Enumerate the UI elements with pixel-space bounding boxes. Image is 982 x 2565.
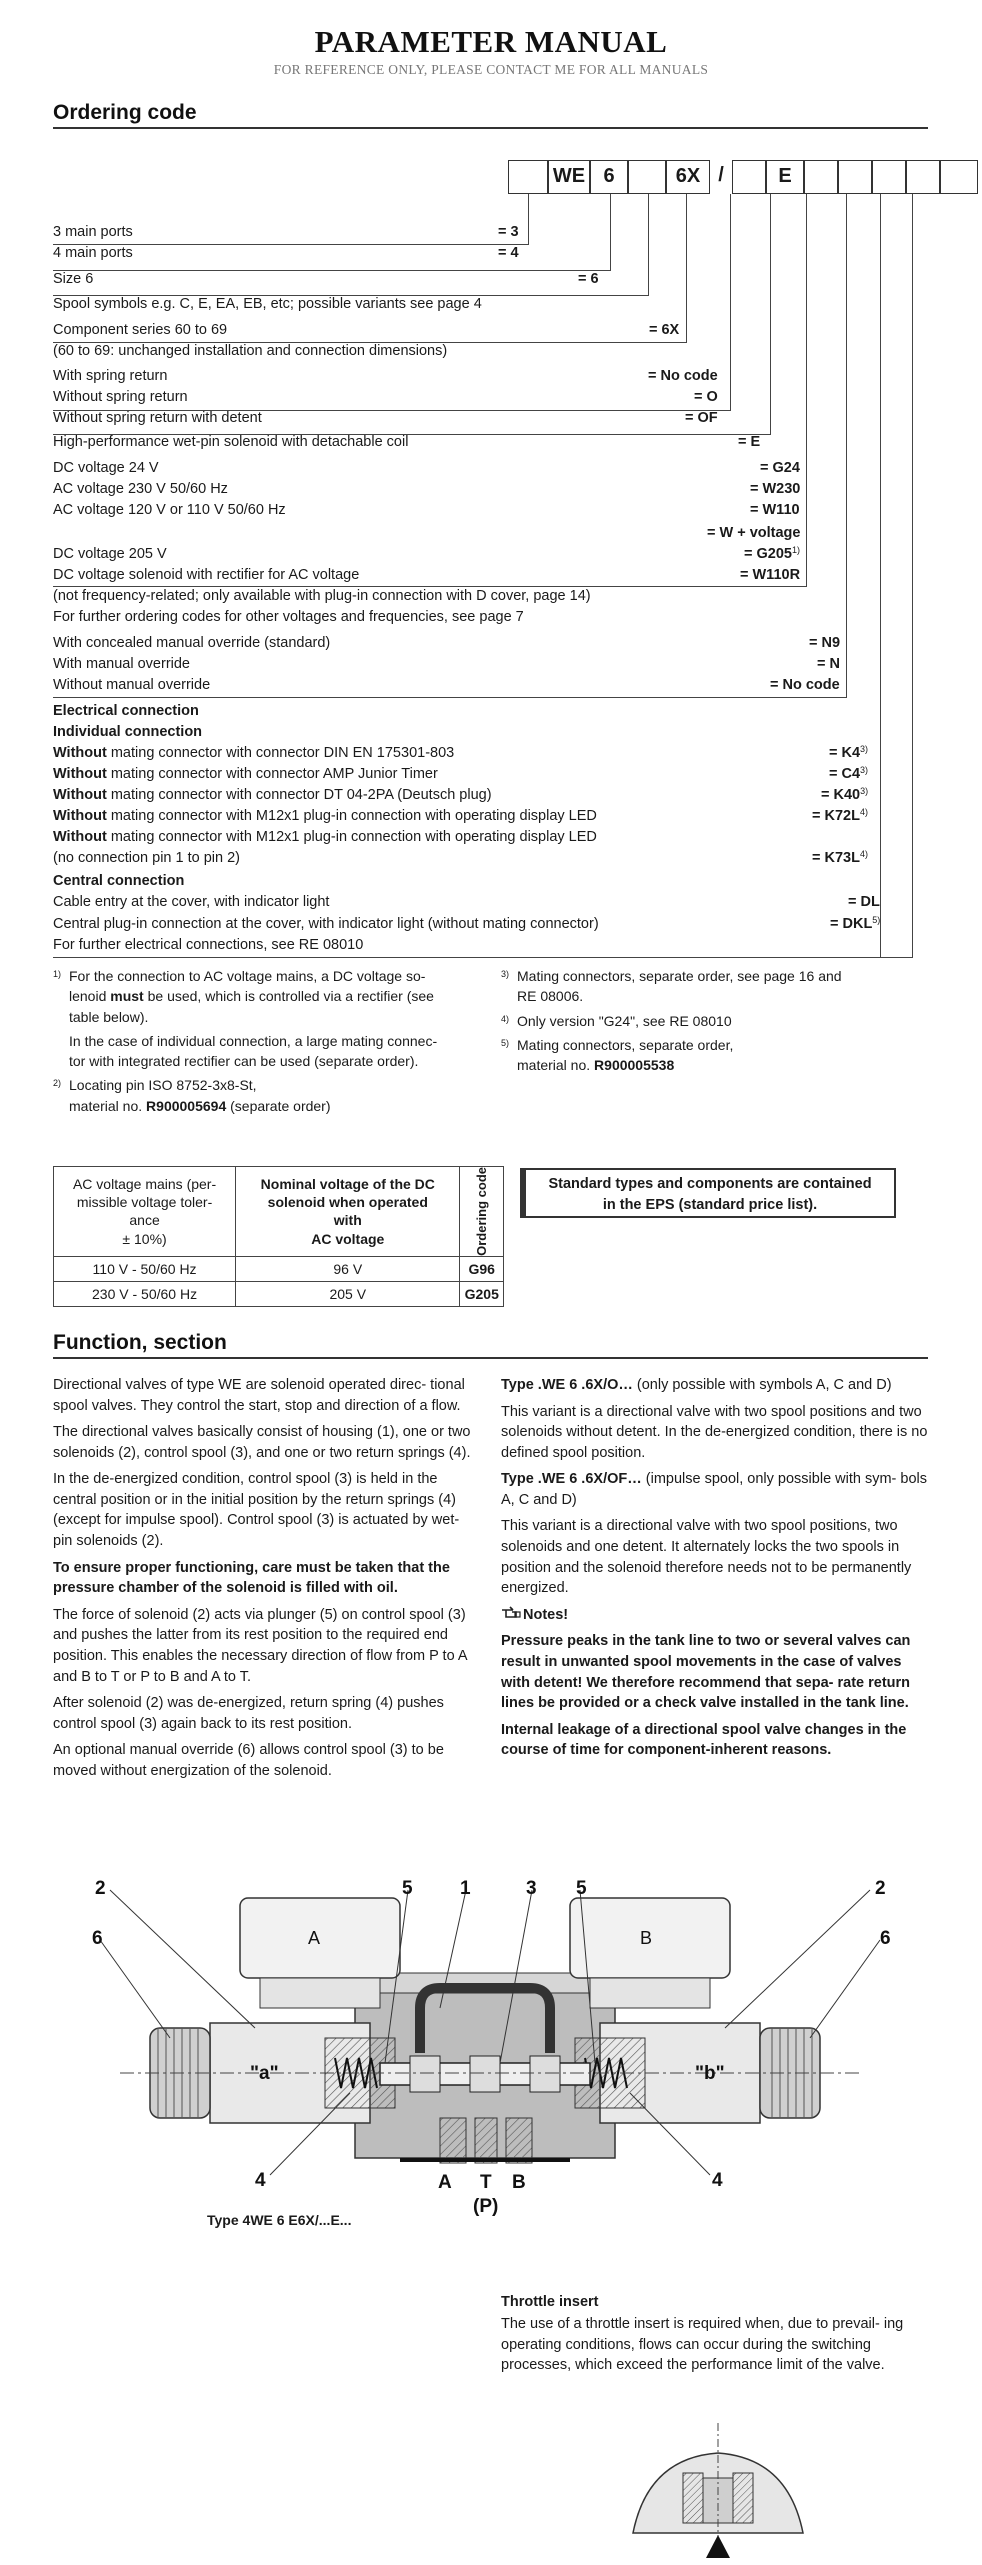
ac-table-header-nominal: Nominal voltage of the DC solenoid when operated with AC voltage <box>236 1167 460 1257</box>
ordering-connector-vertical <box>648 194 649 295</box>
label-5-left: 5 <box>402 1878 413 1899</box>
footnote-5-line-a: Mating connectors, separate order, <box>517 1036 734 1053</box>
ac-table-cell-mains: 230 V - 50/60 Hz <box>54 1282 236 1307</box>
ordering-code-box-1: WE <box>548 160 590 194</box>
ordering-row-code: = No code <box>770 677 840 693</box>
eps-callout <box>524 1168 896 1218</box>
throttle-insert-diagram <box>628 2418 808 2558</box>
ordering-row-label: DC voltage 24 V <box>53 460 159 476</box>
ordering-code-box-3 <box>628 160 666 194</box>
ordering-code-box-10 <box>872 160 906 194</box>
footnotes-right <box>501 966 921 1075</box>
footnote-3-line-a: Mating connectors, separate order, see page 16 and <box>517 968 842 984</box>
footnote-5-line-b: material no. R900005538 <box>517 1057 675 1074</box>
footnote-4-line-a: Only version "G24", see RE 08010 <box>517 1012 732 1029</box>
ordering-heading: Ordering code <box>53 101 197 124</box>
footnote-1-line-d: In the case of individual connection, a large mating connec- <box>69 1032 438 1049</box>
ac-table-header-code: Ordering code <box>460 1167 504 1257</box>
label-5-right: 5 <box>576 1878 587 1899</box>
label-6-left: 6 <box>92 1928 103 1949</box>
coil-b-base <box>590 1978 710 2008</box>
ordering-code-box-12 <box>940 160 978 194</box>
function-paragraph-5: The force of solenoid (2) acts via plunger (5) on control spool (3) and pushes the latter from its rest position to the required end position. This enables the necessary direction of flow from P to A and B to T or P to B and A to T. <box>53 1606 467 1685</box>
ordering-row-label: 3 main ports <box>53 224 133 240</box>
ordering-row-label: With concealed manual override (standard) <box>53 635 331 651</box>
footnote-1-line-e: tor with integrated rectifier can be used (separate order). <box>69 1053 419 1070</box>
function-paragraph-4: To ensure proper functioning, care must be taken that the pressure chamber of the solenoid is filled with oil. <box>53 1559 450 1597</box>
ordering-connector-vertical <box>846 194 847 697</box>
ordering-row-label: AC voltage 230 V 50/60 Hz <box>53 481 228 497</box>
footnote-5-marker: 5) <box>501 1037 510 1048</box>
ordering-connector-vertical <box>912 194 913 957</box>
ordering-row-code: = $K40^{3)}$ <box>821 786 869 803</box>
ordering-row-label: Size 6 <box>53 271 94 287</box>
function-paragraph-7: An optional manual override (6) allows control spool (3) to be moved without energization of the solenoid. <box>53 1742 444 1779</box>
ordering-code-box-11 <box>906 160 940 194</box>
label-4-right: 4 <box>712 2170 723 2191</box>
ordering-connector-vertical <box>730 194 731 410</box>
notes-label: Notes! <box>501 1605 929 1626</box>
function-right-column <box>501 1375 929 1767</box>
ordering-row-label: Cable entry at the cover, with indicator light <box>53 894 330 910</box>
ordering-row-label: Without spring return with detent <box>53 410 262 426</box>
ordering-row-code: = $DKL^{5)}$ <box>830 915 881 932</box>
ordering-row-code: = DL <box>848 894 880 910</box>
ac-table-cell-mains: 110 V - 50/60 Hz <box>54 1256 236 1281</box>
ordering-row-label: Electrical connection <box>53 703 199 719</box>
valve-section-svg <box>80 1878 900 2218</box>
ordering-row-code: = No code <box>648 368 718 384</box>
throttle-title: Throttle insert <box>501 2294 599 2310</box>
ordering-code-box-2: 6 <box>590 160 628 194</box>
ordering-row-label: Component series 60 to 69 <box>53 322 228 338</box>
footnote-2-line-b: material no. R900005694 (separate order) <box>69 1097 331 1114</box>
ac-table-cell-code: G205 <box>460 1282 504 1307</box>
table-row <box>54 1282 504 1307</box>
footnote-3-line-b: RE 08006. <box>517 988 584 1005</box>
ordering-row-code: = N <box>817 656 840 672</box>
page-title: PARAMETER MANUAL <box>314 24 668 59</box>
ordering-row-code: = W110 <box>750 502 800 518</box>
ac-table-cell-code: G96 <box>460 1256 504 1281</box>
eps-callout-line-2: in the EPS (standard price list). <box>602 1197 818 1214</box>
ac-table-header-mains: AC voltage mains (per- missible voltage toler- ance ± 10%) <box>54 1167 236 1257</box>
ordering-row-label: Without mating connector with connector DIN EN 175301-803 <box>53 745 455 761</box>
type-o-text: This variant is a directional valve with two spool positions and two solenoids without detent. In the de-energized condition, there is no defined spool position. <box>501 1403 928 1461</box>
ordering-row-label: Without mating connector with connector AMP Junior Timer <box>53 766 438 782</box>
ordering-row-code: = 4 <box>498 245 519 261</box>
ac-table-cell-nominal: 96 V <box>236 1256 460 1281</box>
ordering-connector-vertical <box>770 194 771 434</box>
ordering-row-label: (60 to 69: unchanged installation and connection dimensions) <box>53 343 448 359</box>
ordering-row-label: With spring return <box>53 368 168 384</box>
ordering-code-box-6 <box>732 160 766 194</box>
function-paragraph-2: The directional valves basically consist of housing (1), one or two solenoids (2), control spool (3), and one or two return springs (4). <box>53 1424 471 1461</box>
function-heading: Function, section <box>53 1331 227 1354</box>
port-label-p: (P) <box>473 2196 499 2217</box>
function-left-column <box>53 1375 473 1787</box>
ordering-row-code: = $K72L^{4)}$ <box>812 807 868 824</box>
pointing-hand-icon <box>501 1605 523 1626</box>
eps-callout-line-1: Standard types and components are contained <box>548 1176 872 1192</box>
ordering-connector-vertical <box>610 194 611 270</box>
coil-label-b: B <box>640 1928 653 1948</box>
ordering-row-code: = 6 <box>578 271 599 287</box>
diagram-caption: Type 4WE 6 E6X/...E... <box>207 2212 352 2228</box>
function-heading-rule <box>53 1357 928 1359</box>
ordering-connector-vertical <box>880 194 881 957</box>
ordering-row-label: 4 main ports <box>53 245 133 261</box>
ordering-row-code: = G24 <box>760 460 800 476</box>
label-6-right: 6 <box>880 1928 891 1949</box>
ordering-row-label: High-performance wet-pin solenoid with detachable coil <box>53 434 409 450</box>
ordering-row-label: Central connection <box>53 873 185 889</box>
coil-label-a: A <box>308 1928 321 1948</box>
ordering-row-label: (not frequency-related; only available with plug-in connection with D cover, page 14) <box>53 588 591 604</box>
type-o-heading: Type .WE 6 .6X/O… (only possible with symbols A, C and D) <box>501 1377 892 1393</box>
label-solenoid-b: "b" <box>695 2063 725 2084</box>
port-label-b: B <box>512 2172 526 2193</box>
footnote-1-marker: 1) <box>53 969 62 979</box>
ordering-row-code: = O <box>694 389 718 405</box>
footnote-2-line-a: Locating pin ISO 8752-3x8-St, <box>69 1077 257 1094</box>
label-2-right: 2 <box>875 1878 886 1899</box>
ordering-row-label: With manual override <box>53 656 190 672</box>
ordering-code-box-9 <box>838 160 872 194</box>
function-paragraph-1: Directional valves of type WE are solenoid operated direc- tional spool valves. They control the start, stop and direction of a flow. <box>53 1377 465 1414</box>
ordering-row-label: AC voltage 120 V or 110 V 50/60 Hz <box>53 502 286 518</box>
ordering-connector-vertical <box>528 194 529 244</box>
ordering-row-label: For further electrical connections, see RE 08010 <box>53 937 364 953</box>
ordering-row-code: = 6X <box>649 322 680 338</box>
ordering-code-box-5: / <box>718 164 724 186</box>
ordering-row-code: = W + voltage <box>707 525 801 541</box>
footnote-1-line-c: table below). <box>69 1008 149 1025</box>
ac-voltage-table <box>53 1166 504 1307</box>
ordering-row-label: (no connection pin 1 to pin 2) <box>53 850 241 866</box>
ordering-row-label: Without mating connector with M12x1 plug-in connection with operating display LED <box>53 808 597 824</box>
ordering-row-label: DC voltage solenoid with rectifier for AC voltage <box>53 567 360 583</box>
coil-a-base <box>260 1978 380 2008</box>
type-of-heading: Type .WE 6 .6X/OF… (impulse spool, only possible with sym- bols A, C and D) <box>501 1471 928 1508</box>
table-row <box>54 1256 504 1281</box>
note-pressure-peaks: Pressure peaks in the tank line to two or several valves can result in unwanted spool movements in the case of valves with detent! We therefore recommend that sepa- rate return lines be provided or a check valve installed in the tank line. <box>501 1633 911 1712</box>
label-4-left: 4 <box>255 2170 266 2191</box>
ordering-connector-horizontal <box>53 270 611 271</box>
page-subtitle: FOR REFERENCE ONLY, PLEASE CONTACT ME FOR ALL MANUALS <box>273 62 709 77</box>
ordering-row-label: For further ordering codes for other voltages and frequencies, see page 7 <box>53 609 524 625</box>
function-paragraph-3: In the de-energized condition, control spool (3) is held in the central position or in the initial position by the return springs (4) (except for impulse spool). Control spool (3) is actuated by wet-pin solenoids (2). <box>53 1471 460 1550</box>
ordering-row-code: = 3 <box>498 224 519 240</box>
footnote-4-marker: 4) <box>501 1013 510 1024</box>
ordering-row-label: Central plug-in connection at the cover, with indicator light (without mating connector) <box>53 916 599 932</box>
ordering-connector-horizontal <box>53 957 913 958</box>
throttle-insert-svg <box>628 2418 808 2558</box>
ordering-row-label: DC voltage 205 V <box>53 546 167 562</box>
ordering-row-code: = OF <box>685 410 718 426</box>
ordering-code-box-4: 6X <box>666 160 710 194</box>
ordering-connector-vertical <box>806 194 807 586</box>
throttle-text: The use of a throttle insert is required when, due to prevail- ing operating conditions, flows can occur during the switching processes, which exceed the performance limit of the valve. <box>501 2316 904 2374</box>
ordering-code-box-0 <box>508 160 548 194</box>
ordering-row-code: = $K73L^{4)}$ <box>812 849 868 866</box>
ordering-row-label: Without mating connector with M12x1 plug-in connection with operating display LED <box>53 829 597 845</box>
ordering-row-label: Without manual override <box>53 677 211 693</box>
ordering-row-code: = W110R <box>740 567 801 583</box>
label-3: 3 <box>526 1878 537 1899</box>
type-of-text: This variant is a directional valve with two spool positions, two solenoids and one detent. It alternately locks the two spools in position and the solenoid therefore needs not to be permanently energized. <box>501 1518 912 1597</box>
footnote-1-line-a: For the connection to AC voltage mains, a DC voltage so- <box>69 968 426 984</box>
label-2-left: 2 <box>95 1878 106 1899</box>
ordering-connector-horizontal <box>53 697 847 698</box>
function-paragraph-6: After solenoid (2) was de-energized, return spring (4) pushes control spool (3) again back to its rest position. <box>53 1695 444 1732</box>
ordering-row-code: = E <box>738 434 761 450</box>
label-solenoid-a: "a" <box>250 2063 279 2084</box>
ordering-row-label: Spool symbols e.g. C, E, EA, EB, etc; possible variants see page 4 <box>53 296 482 312</box>
ordering-row-code: = W230 <box>750 481 801 497</box>
ordering-row-label: Individual connection <box>53 724 203 740</box>
ordering-row-code: = N9 <box>809 635 841 651</box>
ordering-row-code: = $C4^{3)}$ <box>829 765 869 782</box>
ordering-connector-vertical <box>686 194 687 342</box>
ordering-heading-rule <box>53 127 928 129</box>
ordering-code-box-7: E <box>766 160 804 194</box>
ordering-row-label: Without mating connector with connector DT 04-2PA (Deutsch plug) <box>53 787 492 803</box>
port-label-a: A <box>438 2172 452 2193</box>
footnote-1-line-b: lenoid must be used, which is controlled via a rectifier (see <box>69 988 434 1005</box>
footnotes-left <box>53 966 493 1116</box>
ordering-code-box-8 <box>804 160 838 194</box>
note-internal-leakage: Internal leakage of a directional spool valve changes in the course of time for component-inherent reasons. <box>501 1721 907 1759</box>
port-label-t: T <box>480 2172 492 2193</box>
ordering-row-code: = $G205^{1)}$ <box>744 545 800 562</box>
footnote-3-marker: 3) <box>501 969 510 979</box>
valve-section-diagram <box>80 1878 900 2218</box>
ordering-row-code: = $K4^{3)}$ <box>829 744 869 761</box>
ac-table-cell-nominal: 205 V <box>236 1282 460 1307</box>
label-1: 1 <box>460 1878 471 1899</box>
ordering-row-label: Without spring return <box>53 389 188 405</box>
footnote-2-marker: 2) <box>53 1078 62 1089</box>
